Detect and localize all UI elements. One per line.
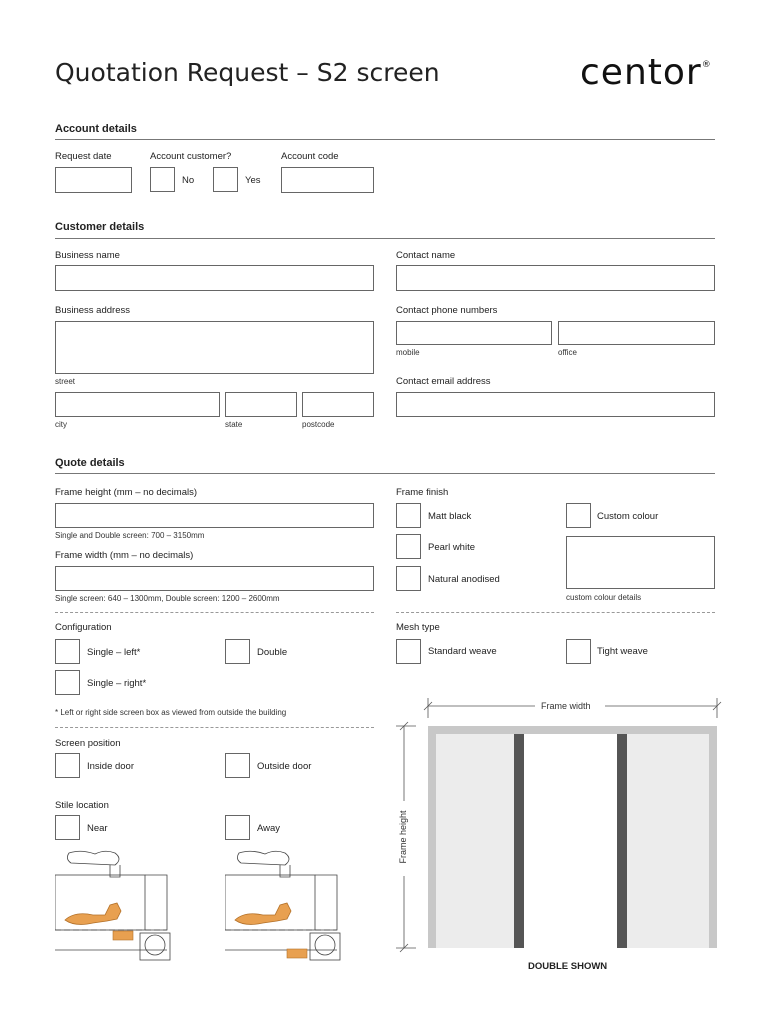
- account-customer-label: Account customer?: [150, 151, 232, 162]
- frame-height-note: Single and Double screen: 700 – 3150mm: [55, 531, 205, 540]
- mesh-type-label: Mesh type: [396, 622, 440, 633]
- double-screen-diagram: [395, 696, 725, 956]
- diagram-caption: DOUBLE SHOWN: [528, 961, 608, 972]
- request-date-label: Request date: [55, 151, 112, 162]
- custom-colour-details-label: custom colour details: [566, 593, 642, 602]
- frame-height-field[interactable]: [55, 503, 374, 528]
- business-address-label: Business address: [55, 305, 130, 316]
- dashed-divider: [55, 612, 374, 613]
- position-inside-door-label: Inside door: [87, 761, 135, 772]
- frame-width-field[interactable]: [55, 566, 374, 591]
- divider: [55, 473, 715, 474]
- account-code-label: Account code: [281, 151, 339, 162]
- dashed-divider: [55, 727, 374, 728]
- stile-near-label: Near: [87, 823, 108, 834]
- config-single-left-checkbox[interactable]: [55, 639, 80, 664]
- postcode-label: postcode: [302, 420, 335, 429]
- contact-name-label: Contact name: [396, 250, 456, 261]
- mesh-standard-weave-checkbox[interactable]: [396, 639, 421, 664]
- city-label: city: [55, 420, 67, 429]
- finish-custom-colour-checkbox[interactable]: [566, 503, 591, 528]
- diagram-frame-width-label: Frame width: [541, 701, 591, 711]
- finish-custom-colour-label: Custom colour: [597, 511, 659, 522]
- screen-position-label: Screen position: [55, 738, 121, 749]
- account-customer-yes-checkbox[interactable]: [213, 167, 238, 192]
- finish-matt-black-label: Matt black: [428, 511, 472, 522]
- mesh-standard-weave-label: Standard weave: [428, 646, 497, 657]
- page-title: Quotation Request – S2 screen: [55, 58, 440, 87]
- mesh-tight-weave-label: Tight weave: [597, 646, 648, 657]
- frame-width-note: Single screen: 640 – 1300mm, Double screen: 1200 – 2600mm: [55, 594, 280, 603]
- stile-location-label: Stile location: [55, 800, 109, 811]
- contact-email-field[interactable]: [396, 392, 715, 417]
- stile-away-illustration: [225, 845, 345, 965]
- finish-matt-black-checkbox[interactable]: [396, 503, 421, 528]
- frame-width-label: Frame width (mm – no decimals): [55, 550, 194, 561]
- no-label: No: [182, 175, 195, 186]
- config-double-checkbox[interactable]: [225, 639, 250, 664]
- quote-details-heading: Quote details: [55, 457, 125, 469]
- business-name-label: Business name: [55, 250, 120, 261]
- state-label: state: [225, 420, 243, 429]
- finish-natural-anodised-checkbox[interactable]: [396, 566, 421, 591]
- finish-pearl-white-checkbox[interactable]: [396, 534, 421, 559]
- stile-away-label: Away: [257, 823, 281, 834]
- finish-natural-anodised-label: Natural anodised: [428, 574, 500, 585]
- postcode-field[interactable]: [302, 392, 374, 417]
- street-field[interactable]: [55, 321, 374, 374]
- configuration-note: * Left or right side screen box as viewed from outside the building: [55, 708, 287, 717]
- configuration-label: Configuration: [55, 622, 112, 633]
- config-single-left-label: Single – left*: [87, 647, 141, 658]
- stile-near-checkbox[interactable]: [55, 815, 80, 840]
- frame-finish-label: Frame finish: [396, 487, 449, 498]
- mobile-label: mobile: [396, 348, 420, 357]
- state-field[interactable]: [225, 392, 297, 417]
- position-inside-door-checkbox[interactable]: [55, 753, 80, 778]
- yes-label: Yes: [245, 175, 261, 186]
- frame-height-label: Frame height (mm – no decimals): [55, 487, 198, 498]
- finish-pearl-white-label: Pearl white: [428, 542, 475, 553]
- position-outside-door-label: Outside door: [257, 761, 312, 772]
- city-field[interactable]: [55, 392, 220, 417]
- office-field[interactable]: [558, 321, 715, 345]
- position-outside-door-checkbox[interactable]: [225, 753, 250, 778]
- account-code-field[interactable]: [281, 167, 374, 193]
- contact-phone-label: Contact phone numbers: [396, 305, 498, 316]
- registered-mark: ®: [701, 60, 712, 70]
- street-label: street: [55, 377, 76, 386]
- divider: [55, 238, 715, 239]
- account-details-heading: Account details: [55, 123, 137, 135]
- config-double-label: Double: [257, 647, 288, 658]
- custom-colour-details-field[interactable]: [566, 536, 715, 589]
- config-single-right-label: Single – right*: [87, 678, 147, 689]
- dashed-divider: [396, 612, 715, 613]
- contact-name-field[interactable]: [396, 265, 715, 291]
- request-date-field[interactable]: [55, 167, 132, 193]
- diagram-frame-height-label: Frame height: [398, 810, 408, 864]
- office-label: office: [558, 348, 577, 357]
- stile-away-checkbox[interactable]: [225, 815, 250, 840]
- logo-text: centor: [580, 52, 702, 93]
- divider: [55, 139, 715, 140]
- mesh-tight-weave-checkbox[interactable]: [566, 639, 591, 664]
- account-customer-no-checkbox[interactable]: [150, 167, 175, 192]
- stile-near-illustration: [55, 845, 175, 965]
- business-name-field[interactable]: [55, 265, 374, 291]
- contact-email-label: Contact email address: [396, 376, 491, 387]
- centor-logo: [580, 52, 712, 93]
- config-single-right-checkbox[interactable]: [55, 670, 80, 695]
- mobile-field[interactable]: [396, 321, 552, 345]
- customer-details-heading: Customer details: [55, 221, 145, 233]
